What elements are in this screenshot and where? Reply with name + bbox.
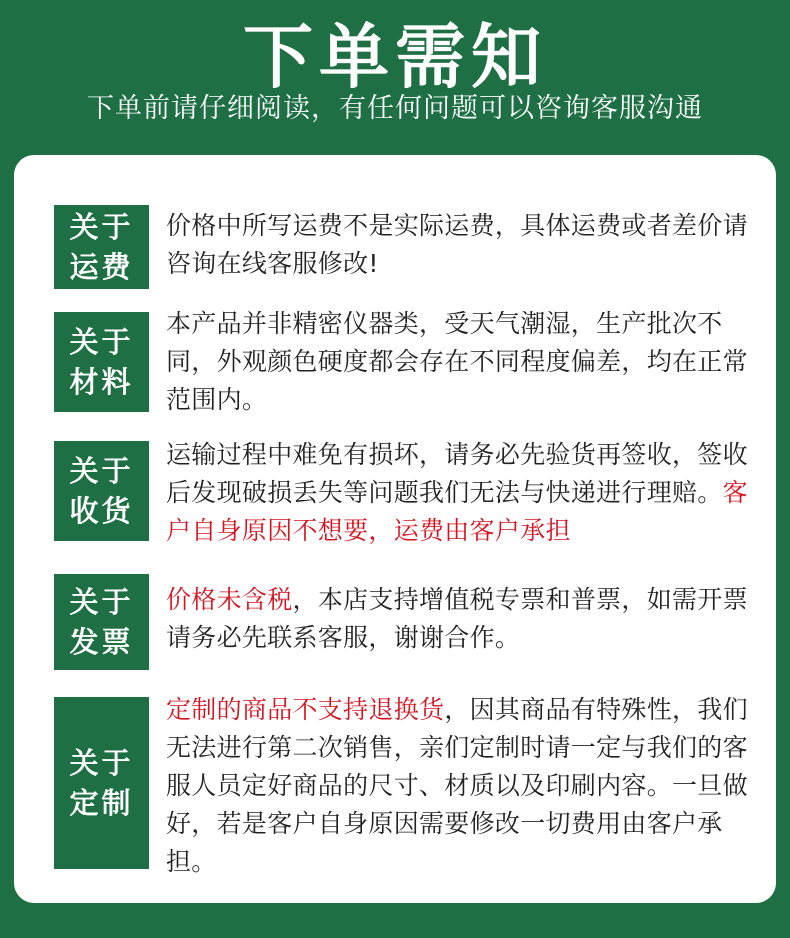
section-text-shipping [166, 207, 766, 283]
custom-text: ，因其商品有特殊性，我们无法进行第二次销售，亲们定制时请一定与我们的客服人员定好商品的尺寸、材质以及印刷内容。一旦做好，若是客户自身原因需要修改一切费用由客户承担。 [166, 695, 748, 876]
invoice-text: ，本店支持增值税专票和普票，如需开票请务必先联系客服，谢谢合作。 [166, 585, 748, 652]
badge-line1: 关于 [69, 210, 134, 244]
badge-line2: 收货 [69, 494, 134, 528]
badge-line2: 发票 [69, 625, 134, 659]
badge-custom [54, 697, 149, 869]
notice-card [14, 155, 776, 903]
invoice-highlight: 价格未含税 [166, 585, 293, 614]
section-text-custom [166, 691, 766, 881]
badge-receipt [54, 441, 149, 541]
badge-line2: 材料 [69, 365, 134, 399]
badge-line1: 关于 [69, 325, 134, 359]
section-text-invoice [166, 581, 766, 657]
receipt-highlight: 客户自身原因不想要，运费由客户承担 [166, 478, 748, 545]
badge-line2: 定制 [69, 786, 134, 820]
material-text: 本产品并非精密仪器类，受天气潮湿，生产批次不同，外观颜色硬度都会存在不同程度偏差，均在正常范围内。 [166, 309, 748, 414]
badge-line2: 运费 [69, 250, 134, 284]
badge-invoice [54, 574, 149, 670]
badge-shipping [54, 205, 149, 289]
badge-material [54, 312, 149, 412]
badge-line1: 关于 [69, 585, 134, 619]
receipt-text: 运输过程中难免有损坏，请务必先验货再签收，签收后发现破损丢失等问题我们无法与快递进行理赔。 [166, 440, 748, 507]
custom-highlight: 定制的商品不支持退换货 [166, 695, 445, 724]
badge-line1: 关于 [69, 454, 134, 488]
shipping-text: 价格中所写运费不是实际运费，具体运费或者差价请咨询在线客服修改! [166, 211, 748, 278]
section-text-material [166, 305, 766, 419]
page-subtitle: 下单前请仔细阅读，有任何问题可以咨询客服沟通 [87, 93, 703, 124]
section-text-receipt [166, 436, 766, 550]
page-title: 下单需知 [243, 16, 547, 98]
badge-line1: 关于 [69, 746, 134, 780]
